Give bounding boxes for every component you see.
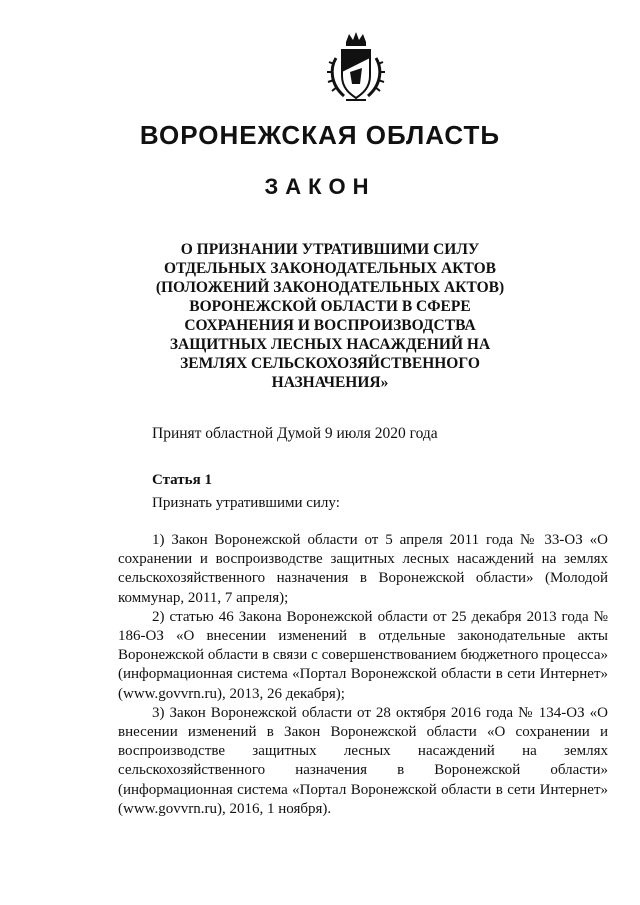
- article-item: 2) статью 46 Закона Воронежской области от 25 декабря 2013 года № 186-ОЗ «О внесении изменений в отдельные законодательные акты Воронежской области в связи с совершенствованием бюджетного процесса» (информационная система «Портал Воронежской области в сети Интернет» (www.govvrn.ru), 2013, 26 декабря);: [118, 608, 608, 702]
- law-title-line: ВОРОНЕЖСКОЙ ОБЛАСТИ В СФЕРЕ: [189, 298, 471, 315]
- law-title: [140, 240, 520, 392]
- article-item: 1) Закон Воронежской области от 5 апреля 2011 года № 33-ОЗ «О сохранении и воспроизводстве защитных лесных насаждений на землях сельскохозяйственного назначения в Воронежской области» (Молодой коммунар, 2011, 7 апреля);: [118, 532, 608, 606]
- article-intro: Признать утратившими силу:: [152, 495, 340, 511]
- law-title-line: ОТДЕЛЬНЫХ ЗАКОНОДАТЕЛЬНЫХ АКТОВ: [163, 260, 497, 277]
- law-title-line: ЗЕМЛЯХ СЕЛЬСКОХОЗЯЙСТВЕННОГО: [180, 355, 480, 372]
- region-name: ВОРОНЕЖСКАЯ ОБЛАСТЬ: [139, 120, 501, 150]
- law-title-line: СОХРАНЕНИЯ И ВОСПРОИЗВОДСТВА: [184, 317, 476, 334]
- law-title-line: ЗАЩИТНЫХ ЛЕСНЫХ НАСАЖДЕНИЙ НА: [169, 336, 491, 353]
- document-type: ЗАКОН: [264, 174, 376, 199]
- law-title-line: (ПОЛОЖЕНИЙ ЗАКОНОДАТЕЛЬНЫХ АКТОВ): [155, 279, 505, 296]
- law-title-line: О ПРИЗНАНИИ УТРАТИВШИМИ СИЛУ: [180, 241, 480, 258]
- adoption-date: Принят областной Думой 9 июля 2020 года: [152, 425, 438, 442]
- article-items: [118, 531, 608, 819]
- coat-of-arms-icon: [316, 28, 396, 108]
- law-title-line: НАЗНАЧЕНИЯ»: [271, 374, 389, 391]
- article-heading: Статья 1: [152, 472, 212, 488]
- article-item: 3) Закон Воронежской области от 28 октября 2016 года № 134-ОЗ «О внесении изменений в Закон Воронежской области «О сохранении и воспроизводстве защитных лесных насаждений на землях сельскохозяйственного назначения в Воронежской области» (информационная система «Портал Воронежской области в сети Интернет» (www.govvrn.ru), 2016, 1 ноября).: [118, 704, 608, 817]
